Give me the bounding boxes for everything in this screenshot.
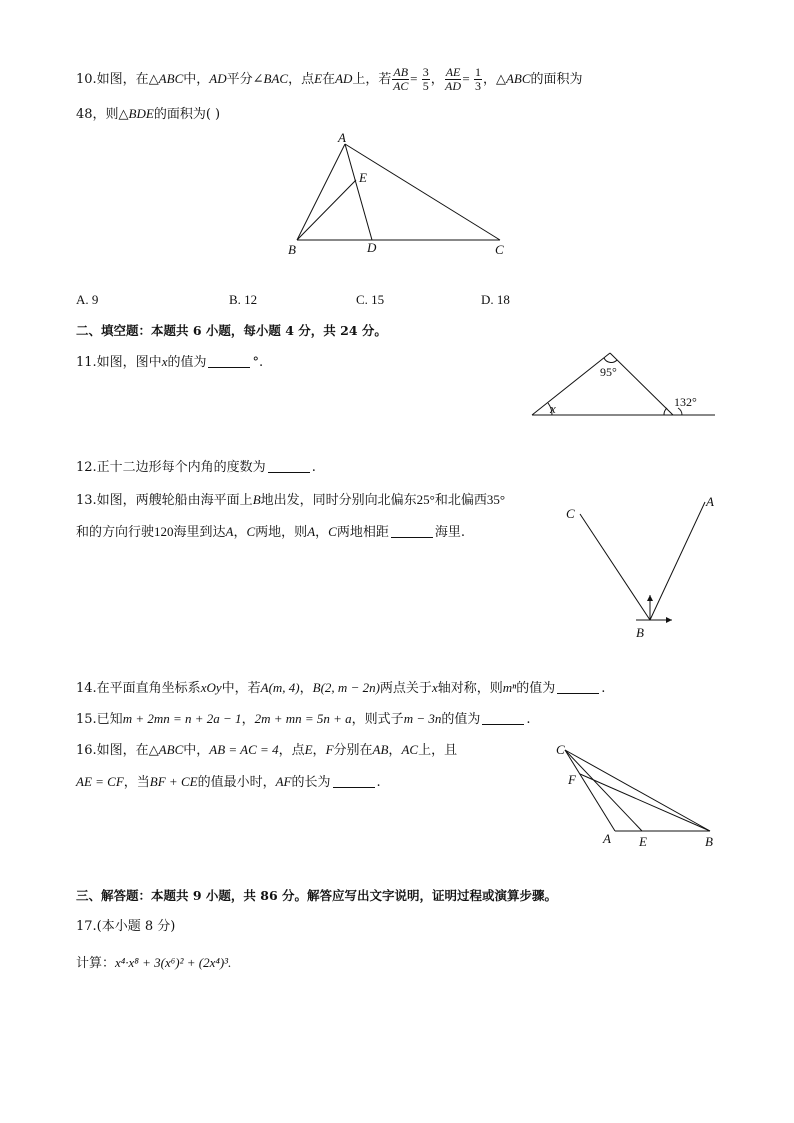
q10-line2: 48，则△BDE的面积为( ) — [76, 106, 221, 122]
q17-title: 17.(本小题 8 分) — [76, 919, 176, 934]
answer-blank[interactable] — [268, 458, 310, 473]
option-d[interactable]: D. 18 — [481, 292, 510, 307]
q10-triangle-figure — [285, 132, 525, 262]
answer-blank[interactable] — [208, 353, 250, 368]
label-f: F — [568, 772, 576, 787]
q16-line2: AE = CF，当BF + CE的值最小时，AF的长为 . — [76, 774, 381, 790]
label-c: C — [495, 242, 504, 257]
angle-95-label: 95° — [600, 365, 617, 379]
answer-blank[interactable] — [333, 773, 375, 788]
label-e: E — [359, 170, 367, 185]
q10-line1: 10.如图，在△ABC中，AD平分∠BAC，点E在AD上，若 $\frac{AB}{AC}$ = $\frac{3}{5}$ ， $\frac{AE}{AD}$ = $\frac{1}{3}$ ，△ABC的面积为 — [76, 65, 583, 93]
q14-text: 14.在平面直角坐标系xOy中，若A(m, 4)，B(2, m − 2n)两点关于x轴对称，则mⁿ的值为 . — [76, 680, 606, 696]
q13-line2: 和的方向行驶120海里到达A，C两地，则A，C两地相距 海里. — [76, 524, 465, 540]
fraction-3-5: $\frac{3}{5}$ — [422, 65, 429, 93]
fraction-1-3: $\frac{1}{3}$ — [474, 65, 481, 93]
option-b[interactable]: B. 12 — [229, 292, 258, 307]
label-c: C — [556, 742, 565, 757]
answer-blank[interactable] — [482, 710, 524, 725]
angle-x-label: x — [550, 401, 556, 416]
q12-text: 12.正十二边形每个内角的度数为 . — [76, 460, 316, 475]
answer-blank[interactable] — [391, 523, 433, 538]
option-a[interactable]: A. 9 — [76, 292, 99, 307]
q13-line1: 13.如图，两艘轮船由海平面上B地出发，同时分别向北偏东25°和北偏西35° — [76, 492, 506, 508]
section-3-heading: 三、解答题：本题共 9 小题，共 86 分。解答应写出文字说明，证明过程或演算步骤。 — [76, 888, 558, 903]
label-b: B — [705, 834, 713, 849]
label-a: A — [603, 831, 611, 846]
angle-132-label: 132° — [674, 395, 697, 409]
fraction-ab-ac: $\frac{AB}{AC}$ — [393, 65, 409, 93]
section-2-heading: 二、填空题：本题共 6 小题，每小题 4 分，共 24 分。 — [76, 323, 387, 338]
label-a: A — [706, 494, 714, 509]
fraction-ae-ad: $\frac{AE}{AD}$ — [445, 65, 462, 93]
q15-text: 15.已知m + 2mn = n + 2a − 1，2m + mn = 5n + a，则式子m − 3n的值为 . — [76, 711, 531, 727]
option-c[interactable]: C. 15 — [356, 292, 385, 307]
q16-line1: 16.如图，在△ABC中，AB = AC = 4，点E，F分别在AB，AC上，且 — [76, 742, 458, 758]
label-d: D — [367, 240, 377, 255]
answer-blank[interactable] — [557, 679, 599, 694]
label-b: B — [636, 625, 644, 640]
label-e: E — [639, 834, 647, 849]
q13-direction-figure — [560, 492, 730, 642]
label-c: C — [566, 506, 575, 521]
q11-text: 11.如图，图中x的值为 °. — [76, 354, 264, 370]
q16-triangle-figure — [550, 740, 725, 850]
label-a: A — [338, 130, 346, 145]
q11-triangle-figure — [530, 350, 720, 420]
q17-body: 计算：x⁴·x⁸ + 3(x⁶)² + (2x⁴)³. — [76, 955, 232, 971]
q17-expression: x⁴·x⁸ + 3(x⁶)² + (2x⁴)³. — [115, 955, 232, 970]
label-b: B — [288, 242, 296, 257]
